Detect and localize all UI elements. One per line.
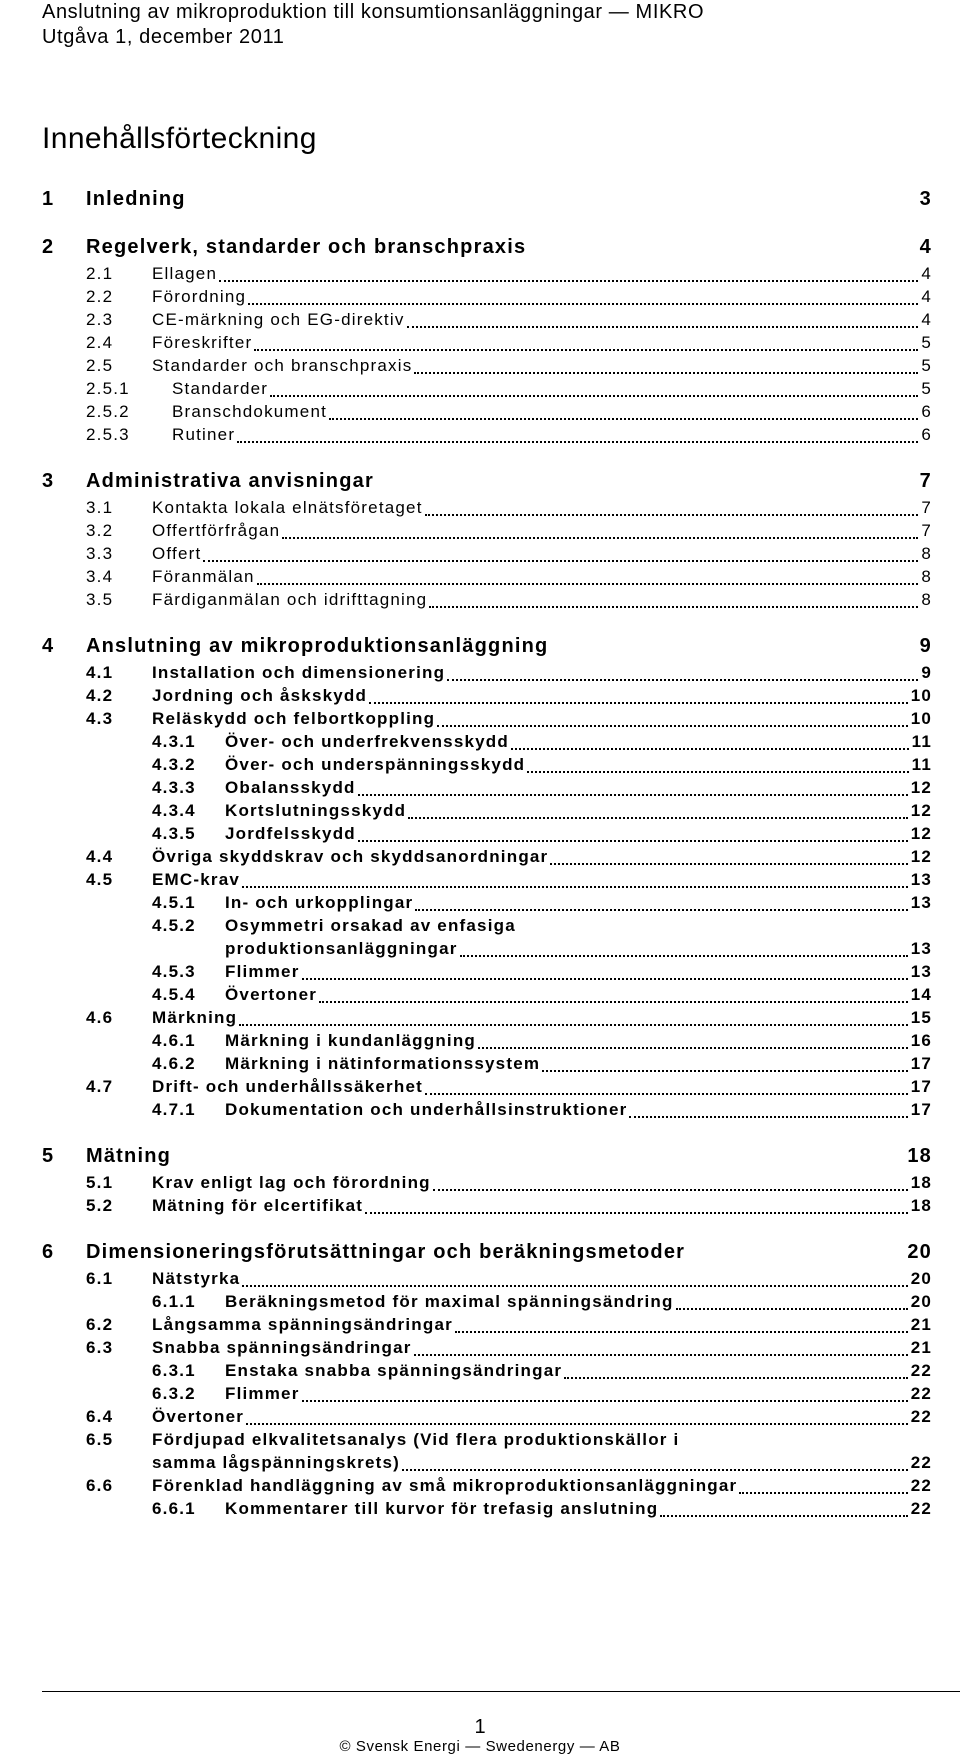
toc-entry-page: 9: [919, 635, 932, 657]
toc-entry-title: Mätning för elcertifikat: [152, 1196, 364, 1215]
toc-entry-number: 2.5: [86, 356, 114, 375]
toc-entry-title: Osymmetri orsakad av enfasiga: [225, 916, 516, 935]
toc-entry-title: Obalansskydd: [225, 778, 356, 797]
toc-entry-row[interactable]: [42, 308, 932, 331]
toc-entry-row[interactable]: [42, 1451, 932, 1474]
toc-entry-page: 6: [921, 425, 932, 444]
toc-leader-dots: [629, 1102, 908, 1118]
toc-entry-title: Offertförfrågan: [152, 521, 281, 540]
toc-entry-number: 2.4: [86, 333, 114, 352]
toc-leader-dots: [369, 688, 908, 704]
toc-entry-row[interactable]: [42, 730, 932, 753]
toc-leader-dots: [542, 1056, 908, 1072]
toc-entry-page: 20: [910, 1269, 932, 1288]
toc-entry-number: 2.5.3: [86, 425, 130, 444]
toc-entry-number: 4.3.4: [152, 801, 196, 820]
toc-entry-number: 4.2: [86, 686, 114, 705]
toc-entry-row[interactable]: [42, 565, 932, 588]
toc-entry-number: 6.1: [86, 1269, 114, 1288]
toc-entry-page: 4: [919, 236, 932, 258]
toc-entry-title: Över- och underfrekvensskydd: [225, 732, 509, 751]
toc-entry-row[interactable]: [42, 377, 932, 400]
toc-entry-number: 4.5.2: [152, 916, 196, 935]
toc-entry-row[interactable]: [42, 868, 932, 891]
toc-leader-dots: [414, 1340, 908, 1356]
toc-entry-row[interactable]: [42, 1405, 932, 1428]
toc-entry-page: 17: [910, 1077, 932, 1096]
toc-entry-number: 5: [42, 1145, 55, 1167]
toc-entry-row[interactable]: [42, 285, 932, 308]
toc-entry-page: 7: [921, 521, 932, 540]
toc-entry-page: 5: [921, 379, 932, 398]
toc-entry-row[interactable]: [42, 1171, 932, 1194]
toc-entry-row[interactable]: [42, 753, 932, 776]
toc-entry-row[interactable]: [42, 891, 932, 914]
toc-leader-dots: [248, 289, 918, 305]
toc-entry-number: 6.1.1: [152, 1292, 196, 1311]
toc-entry-title: Nätstyrka: [152, 1269, 241, 1288]
toc-entry-title: Dokumentation och underhållsinstruktioner: [225, 1100, 628, 1119]
toc-leader-dots: [239, 1010, 908, 1026]
toc-leader-dots: [302, 1386, 908, 1402]
toc-entry-title: Förordning: [152, 287, 247, 306]
toc-entry-title: Snabba spänningsändringar: [152, 1338, 412, 1357]
toc-entry-title: Offert: [152, 544, 202, 563]
toc-entry-number: 4.7: [86, 1077, 114, 1096]
toc-entry-row[interactable]: [42, 1497, 932, 1520]
toc-entry-number: 3: [42, 470, 55, 492]
toc-leader-dots: [414, 358, 918, 374]
toc-leader-dots: [660, 1501, 908, 1517]
toc-entry-title: Jordning och åskskydd: [152, 686, 368, 705]
toc-entry-number: 4.3.5: [152, 824, 196, 843]
toc-entry-page: 12: [910, 847, 932, 866]
toc-entry-row[interactable]: [42, 331, 932, 354]
table-of-contents: [42, 186, 932, 1520]
toc-entry-row[interactable]: [42, 1428, 932, 1451]
toc-leader-dots: [433, 1175, 908, 1191]
toc-entry-title: Flimmer: [225, 1384, 300, 1403]
toc-leader-dots: [203, 546, 918, 562]
toc-entry-number: 6.6.1: [152, 1499, 196, 1518]
document-header: [42, 0, 704, 50]
toc-entry-page: 11: [911, 755, 932, 774]
toc-entry-row[interactable]: [42, 588, 932, 611]
toc-leader-dots: [425, 1079, 908, 1095]
toc-entry-title: Enstaka snabba spänningsändringar: [225, 1361, 563, 1380]
toc-entry-page: 13: [910, 939, 932, 958]
page-title: Innehållsförteckning: [42, 122, 317, 155]
toc-entry-number: 4.6.2: [152, 1054, 196, 1073]
toc-entry-title: Övertoner: [225, 985, 318, 1004]
toc-entry-row[interactable]: [42, 1075, 932, 1098]
toc-entry-row[interactable]: [42, 400, 932, 423]
toc-leader-dots: [478, 1033, 908, 1049]
toc-entry-page: 5: [921, 333, 932, 352]
toc-entry-number: 1: [42, 188, 55, 210]
toc-leader-dots: [302, 964, 908, 980]
toc-entry-page: 9: [921, 663, 932, 682]
toc-entry-number: 4.1: [86, 663, 114, 682]
toc-entry-page: 7: [919, 470, 932, 492]
toc-entry-row[interactable]: [42, 1336, 932, 1359]
toc-entry-row[interactable]: [42, 1194, 932, 1217]
toc-entry-page: 22: [910, 1361, 932, 1380]
toc-entry-title: Övriga skyddskrav och skyddsanordningar: [152, 847, 549, 866]
toc-entry-row[interactable]: [42, 423, 932, 446]
toc-leader-dots: [564, 1363, 908, 1379]
toc-leader-dots: [254, 335, 918, 351]
toc-entry-page: 8: [921, 544, 932, 563]
toc-entry-title: Märkning i nätinformationssystem: [225, 1054, 541, 1073]
toc-entry-title: Märkning i kundanläggning: [225, 1031, 476, 1050]
toc-entry-number: 4.5.1: [152, 893, 196, 912]
toc-entry-page: 17: [910, 1054, 932, 1073]
toc-entry-number: 5.1: [86, 1173, 114, 1192]
toc-chapter-row[interactable]: [42, 1239, 932, 1265]
toc-leader-dots: [550, 849, 908, 865]
toc-entry-row[interactable]: [42, 354, 932, 377]
toc-entry-title: Fördjupad elkvalitetsanalys (Vid flera produktionskällor i: [152, 1430, 680, 1449]
toc-entry-row[interactable]: [42, 1290, 932, 1313]
toc-entry-page: 16: [910, 1031, 932, 1050]
header-edition: Utgåva 1, december 2011: [42, 26, 285, 48]
toc-entry-number: 3.1: [86, 498, 114, 517]
toc-leader-dots: [219, 266, 918, 282]
toc-entry-number: 2.5.1: [86, 379, 130, 398]
toc-entry-page: 18: [910, 1196, 932, 1215]
toc-leader-dots: [365, 1198, 908, 1214]
toc-entry-page: 22: [910, 1407, 932, 1426]
toc-leader-dots: [511, 734, 909, 750]
toc-entry-page: 14: [910, 985, 932, 1004]
toc-entry-number: 4: [42, 635, 55, 657]
toc-leader-dots: [242, 872, 908, 888]
toc-entry-page: 18: [910, 1173, 932, 1192]
toc-entry-number: 6: [42, 1241, 55, 1263]
toc-entry-number: 3.2: [86, 521, 114, 540]
page-number: 1: [474, 1716, 486, 1738]
toc-leader-dots: [429, 592, 918, 608]
toc-entry-row[interactable]: [42, 937, 932, 960]
toc-leader-dots: [242, 1271, 908, 1287]
toc-chapter-row[interactable]: [42, 468, 932, 494]
toc-entry-title: Branschdokument: [172, 402, 328, 421]
toc-entry-row[interactable]: [42, 845, 932, 868]
toc-entry-page: 8: [921, 567, 932, 586]
toc-entry-number: 4.3: [86, 709, 114, 728]
toc-leader-dots: [270, 381, 918, 397]
toc-entry-row[interactable]: [42, 496, 932, 519]
toc-leader-dots: [437, 711, 908, 727]
toc-entry-page: 22: [910, 1453, 932, 1472]
toc-entry-row[interactable]: [42, 799, 932, 822]
toc-entry-title: Inledning: [86, 188, 186, 210]
toc-entry-number: 6.3.1: [152, 1361, 196, 1380]
toc-entry-title: samma lågspänningskrets): [152, 1453, 400, 1472]
toc-entry-row[interactable]: [42, 661, 932, 684]
toc-entry-title: Färdiganmälan och idrifttagning: [152, 590, 428, 609]
toc-entry-title: Drift- och underhållssäkerhet: [152, 1077, 423, 1096]
toc-entry-row[interactable]: [42, 1313, 932, 1336]
toc-entry-title: Föranmälan: [152, 567, 255, 586]
toc-leader-dots: [246, 1409, 908, 1425]
toc-entry-page: 4: [921, 310, 932, 329]
toc-leader-dots: [358, 780, 908, 796]
toc-entry-page: 22: [910, 1384, 932, 1403]
toc-entry-title: Förenklad handläggning av små mikroproduktionsanläggningar: [152, 1476, 738, 1495]
toc-entry-title: In- och urkopplingar: [225, 893, 414, 912]
toc-leader-dots: [415, 895, 908, 911]
toc-entry-row[interactable]: [42, 776, 932, 799]
toc-entry-page: 12: [910, 801, 932, 820]
toc-entry-title: Kontakta lokala elnätsföretaget: [152, 498, 423, 517]
toc-entry-number: 6.5: [86, 1430, 114, 1449]
toc-entry-page: 4: [921, 287, 932, 306]
toc-entry-title: Anslutning av mikroproduktionsanläggning: [86, 635, 549, 657]
toc-entry-title: Rutiner: [172, 425, 236, 444]
toc-entry-page: 17: [910, 1100, 932, 1119]
toc-entry-title: Administrativa anvisningar: [86, 470, 374, 492]
toc-entry-title: EMC-krav: [152, 870, 241, 889]
toc-chapter-row[interactable]: [42, 186, 932, 212]
toc-entry-page: 20: [907, 1241, 932, 1263]
toc-entry-page: 10: [910, 709, 932, 728]
toc-entry-number: 4.7.1: [152, 1100, 196, 1119]
toc-entry-number: 4.5.4: [152, 985, 196, 1004]
toc-entry-row[interactable]: [42, 542, 932, 565]
toc-entry-row[interactable]: [42, 960, 932, 983]
toc-entry-title: Dimensioneringsförutsättningar och beräkningsmetoder: [86, 1241, 686, 1263]
toc-leader-dots: [676, 1294, 908, 1310]
toc-entry-page: 5: [921, 356, 932, 375]
toc-entry-page: 3: [919, 188, 932, 210]
toc-entry-page: 21: [910, 1338, 932, 1357]
toc-entry-number: 4.6: [86, 1008, 114, 1027]
toc-entry-page: 22: [910, 1499, 932, 1518]
toc-entry-page: 11: [911, 732, 932, 751]
toc-entry-page: 21: [910, 1315, 932, 1334]
toc-entry-number: 4.5: [86, 870, 114, 889]
toc-entry-number: 2.2: [86, 287, 114, 306]
toc-leader-dots: [527, 757, 909, 773]
toc-entry-row[interactable]: [42, 1006, 932, 1029]
toc-entry-title: produktionsanläggningar: [225, 939, 458, 958]
toc-entry-number: 6.4: [86, 1407, 114, 1426]
toc-leader-dots: [358, 826, 908, 842]
toc-entry-row[interactable]: [42, 914, 932, 937]
toc-entry-number: 2: [42, 236, 55, 258]
toc-entry-row[interactable]: [42, 1098, 932, 1121]
toc-entry-title: Mätning: [86, 1145, 172, 1167]
toc-entry-number: 4.4: [86, 847, 114, 866]
toc-entry-title: Över- och underspänningsskydd: [225, 755, 526, 774]
toc-entry-row[interactable]: [42, 1474, 932, 1497]
toc-leader-dots: [329, 404, 918, 420]
toc-entry-title: Kommentarer till kurvor för trefasig anslutning: [225, 1499, 659, 1518]
toc-entry-row[interactable]: [42, 1052, 932, 1075]
toc-entry-row[interactable]: [42, 519, 932, 542]
toc-entry-row[interactable]: [42, 684, 932, 707]
toc-entry-title: Ellagen: [152, 264, 218, 283]
toc-entry-number: 2.1: [86, 264, 114, 283]
toc-entry-page: 10: [910, 686, 932, 705]
toc-leader-dots: [425, 500, 918, 516]
toc-entry-row[interactable]: [42, 822, 932, 845]
toc-leader-dots: [237, 427, 918, 443]
toc-entry-title: Kortslutningsskydd: [225, 801, 407, 820]
toc-entry-row[interactable]: [42, 983, 932, 1006]
copyright-notice: © Svensk Energi — Swedenergy — AB: [339, 1738, 621, 1755]
header-title: Anslutning av mikroproduktion till konsumtionsanläggningar — MIKRO: [42, 1, 705, 23]
toc-entry-row[interactable]: [42, 1267, 932, 1290]
toc-entry-row[interactable]: [42, 1029, 932, 1052]
toc-chapter-row[interactable]: [42, 234, 932, 260]
toc-entry-row[interactable]: [42, 1359, 932, 1382]
toc-entry-page: 13: [910, 962, 932, 981]
toc-entry-number: 4.3.3: [152, 778, 196, 797]
toc-entry-number: 3.3: [86, 544, 114, 563]
toc-entry-title: Krav enligt lag och förordning: [152, 1173, 431, 1192]
toc-entry-row[interactable]: [42, 262, 932, 285]
toc-entry-number: 6.2: [86, 1315, 114, 1334]
toc-entry-number: 4.3.1: [152, 732, 196, 751]
toc-entry-title: CE-märkning och EG-direktiv: [152, 310, 405, 329]
toc-entry-title: Övertoner: [152, 1407, 245, 1426]
toc-entry-title: Regelverk, standarder och branschpraxis: [86, 236, 527, 258]
toc-entry-number: 3.5: [86, 590, 114, 609]
toc-entry-page: 12: [910, 778, 932, 797]
toc-leader-dots: [282, 523, 918, 539]
toc-entry-number: 4.6.1: [152, 1031, 196, 1050]
toc-entry-title: Märkning: [152, 1008, 238, 1027]
toc-entry-number: 6.3: [86, 1338, 114, 1357]
toc-entry-number: 2.5.2: [86, 402, 130, 421]
toc-entry-page: 20: [910, 1292, 932, 1311]
toc-leader-dots: [319, 987, 908, 1003]
toc-entry-row[interactable]: [42, 1382, 932, 1405]
toc-leader-dots: [739, 1478, 908, 1494]
toc-entry-page: 8: [921, 590, 932, 609]
toc-leader-dots: [407, 312, 918, 328]
toc-entry-page: 7: [921, 498, 932, 517]
toc-entry-number: 6.6: [86, 1476, 114, 1495]
toc-entry-number: 3.4: [86, 567, 114, 586]
toc-entry-title: Standarder: [172, 379, 269, 398]
toc-leader-dots: [402, 1455, 908, 1471]
toc-entry-number: 5.2: [86, 1196, 114, 1215]
toc-entry-title: Standarder och branschpraxis: [152, 356, 413, 375]
toc-entry-number: 4.3.2: [152, 755, 196, 774]
toc-entry-page: 12: [910, 824, 932, 843]
toc-entry-title: Föreskrifter: [152, 333, 253, 352]
toc-entry-number: 4.5.3: [152, 962, 196, 981]
footer-divider: [42, 1691, 960, 1692]
toc-leader-dots: [455, 1317, 908, 1333]
toc-leader-dots: [408, 803, 908, 819]
toc-entry-page: 6: [921, 402, 932, 421]
toc-entry-page: 4: [921, 264, 932, 283]
toc-entry-page: 15: [910, 1008, 932, 1027]
toc-entry-number: 2.3: [86, 310, 114, 329]
toc-entry-page: 13: [910, 870, 932, 889]
toc-entry-row[interactable]: [42, 707, 932, 730]
toc-entry-title: Reläskydd och felbortkoppling: [152, 709, 436, 728]
toc-entry-title: Flimmer: [225, 962, 300, 981]
toc-leader-dots: [447, 665, 918, 681]
toc-entry-page: 18: [907, 1145, 932, 1167]
toc-entry-page: 22: [910, 1476, 932, 1495]
toc-entry-title: Jordfelsskydd: [225, 824, 356, 843]
toc-chapter-row[interactable]: [42, 1143, 932, 1169]
toc-entry-title: Långsamma spänningsändringar: [152, 1315, 453, 1334]
toc-leader-dots: [460, 941, 908, 957]
toc-entry-title: Beräkningsmetod för maximal spänningsändring: [225, 1292, 674, 1311]
toc-leader-dots: [257, 569, 918, 585]
toc-entry-page: 13: [910, 893, 932, 912]
toc-entry-number: 6.3.2: [152, 1384, 196, 1403]
toc-entry-title: Installation och dimensionering: [152, 663, 446, 682]
toc-chapter-row[interactable]: [42, 633, 932, 659]
